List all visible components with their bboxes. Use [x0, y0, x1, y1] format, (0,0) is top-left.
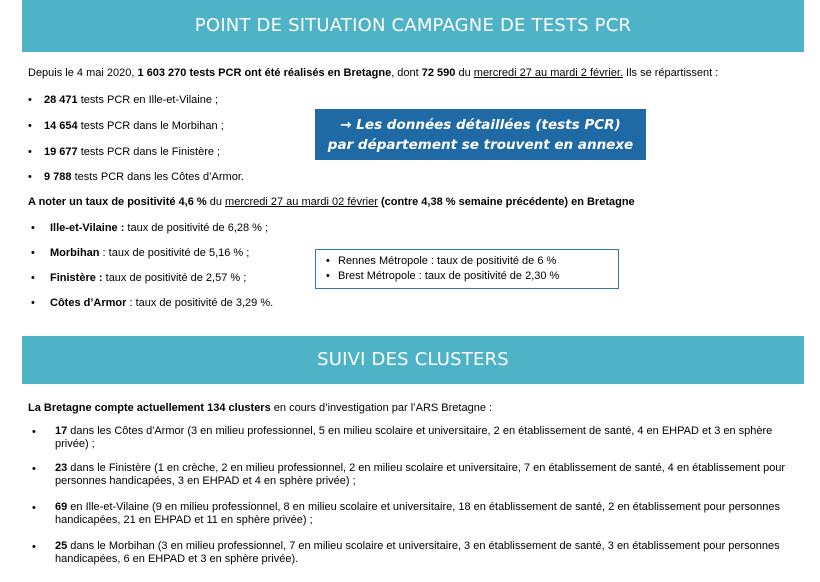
department-tests-value: 28 471: [44, 94, 78, 106]
bullet: •: [32, 502, 36, 514]
positivity-text: du: [206, 196, 226, 208]
cluster-detail: dans le Morbihan (3 en milieu professionnel, 7 en milieu scolaire et universitaire, 3 en établissement de santé, 3 en établissement pour personnes handicapées, 6 en EHPAD et 3 en sphère privée).: [55, 540, 780, 565]
metropole-item: Brest Métropole : taux de positivité de 2,30 %: [338, 270, 560, 282]
department-tests-value: 14 654: [44, 120, 78, 132]
intro-text: , dont: [391, 67, 422, 79]
bullet: •: [28, 146, 32, 158]
positivity-intro: [28, 195, 635, 209]
positivity-value: taux de positivité de 2,57 % ;: [102, 272, 247, 284]
clusters-intro: [28, 401, 492, 415]
department-tests-text: tests PCR dans le Morbihan ;: [77, 120, 224, 132]
tests-banner: [22, 0, 804, 52]
bullet: •: [32, 426, 36, 438]
bullet: •: [32, 541, 36, 553]
cluster-detail: en Ille-et-Vilaine (9 en milieu professionnel, 8 en milieu scolaire et universitaire, 18 en établissement de santé, 2 en établissement pour personnes handicapées, 21 en EHPAD et 11 en sphère privée) ;: [55, 501, 781, 526]
bullet: •: [326, 270, 330, 282]
intro-total: 1 603 270 tests PCR ont été réalisés en Bretagne: [137, 67, 392, 79]
department-tests-item: [44, 119, 224, 133]
clusters-intro-text: en cours d’investigation par l’ARS Bretagne :: [270, 402, 493, 414]
callout-line: → Les données détaillées (tests PCR): [340, 117, 621, 133]
bullet: •: [31, 272, 35, 284]
cluster-item: [55, 462, 795, 488]
bullet: •: [326, 255, 330, 267]
intro-text: Ils se répartissent :: [622, 67, 719, 79]
positivity-value: : taux de positivité de 5,16 % ;: [99, 247, 250, 259]
bullet: •: [28, 94, 32, 106]
positivity-rate: A noter un taux de positivité 4,6 %: [28, 196, 207, 208]
metropole-box: [315, 249, 619, 289]
bullet: •: [28, 171, 32, 183]
clusters-total: La Bretagne compte actuellement 134 clusters: [28, 402, 271, 414]
clusters-banner-title: SUIVI DES CLUSTERS: [317, 349, 509, 370]
positivity-department: Côtes d’Armor: [50, 297, 127, 309]
positivity-period: mercredi 27 au mardi 02 février: [225, 196, 378, 208]
intro-text: Depuis le 4 mai 2020,: [28, 67, 138, 79]
department-tests-value: 19 677: [44, 146, 78, 158]
intro-text: du: [455, 67, 474, 79]
positivity-item: [50, 296, 273, 310]
bullet: •: [28, 120, 32, 132]
positivity-value: : taux de positivité de 3,29 %.: [126, 297, 274, 309]
clusters-banner: [22, 336, 804, 384]
department-tests-text: tests PCR en Ille-et-Vilaine ;: [77, 94, 219, 106]
positivity-item: [50, 271, 246, 285]
positivity-department: Finistère :: [50, 272, 103, 284]
cluster-count: 23: [55, 462, 68, 474]
positivity-item: [50, 221, 268, 235]
cluster-detail: dans le Finistère (1 en crèche, 2 en milieu professionnel, 2 en milieu scolaire et universitaire, 7 en établissement de santé, 4 en établissement pour personnes handicapées, 3 en EHPAD et 4 en sphère privée) ;: [55, 462, 786, 487]
intro-period: mercredi 27 au mardi 2 février.: [473, 67, 623, 79]
cluster-item: [55, 501, 795, 527]
positivity-value: taux de positivité de 6,28 % ;: [124, 222, 269, 234]
intro-week-count: 72 590: [421, 67, 456, 79]
cluster-count: 25: [55, 540, 68, 552]
department-tests-item: [44, 145, 220, 159]
cluster-count: 69: [55, 501, 68, 513]
annex-callout: [315, 109, 646, 160]
department-tests-item: [44, 93, 218, 107]
cluster-detail: dans les Côtes d'Armor (3 en milieu professionnel, 5 en milieu scolaire et universitaire, 2 en établissement de santé, 4 en EHPAD et 3 en sphère privée) ;: [55, 425, 773, 450]
bullet: •: [32, 463, 36, 475]
tests-banner-title: POINT DE SITUATION CAMPAGNE DE TESTS PCR: [194, 15, 632, 36]
positivity-department: Morbihan: [50, 247, 100, 259]
department-tests-value: 9 788: [44, 171, 72, 183]
bullet: •: [31, 247, 35, 259]
tests-intro: [28, 66, 718, 80]
bullet: •: [31, 297, 35, 309]
metropole-item: Rennes Métropole : taux de positivité de 6 %: [338, 255, 557, 267]
callout-line: par département se trouvent en annexe: [327, 137, 634, 153]
department-tests-item: [44, 170, 244, 184]
cluster-count: 17: [55, 425, 68, 437]
positivity-comparison: (contre 4,38 % semaine précédente) en Bretagne: [377, 196, 635, 208]
bullet: •: [31, 222, 35, 234]
department-tests-text: tests PCR dans le Finistère ;: [77, 146, 221, 158]
positivity-item: [50, 246, 249, 260]
cluster-item: [55, 425, 795, 451]
positivity-department: Ille-et-Vilaine :: [50, 222, 125, 234]
department-tests-text: tests PCR dans les Côtes d’Armor.: [71, 171, 244, 183]
cluster-item: [55, 540, 795, 566]
